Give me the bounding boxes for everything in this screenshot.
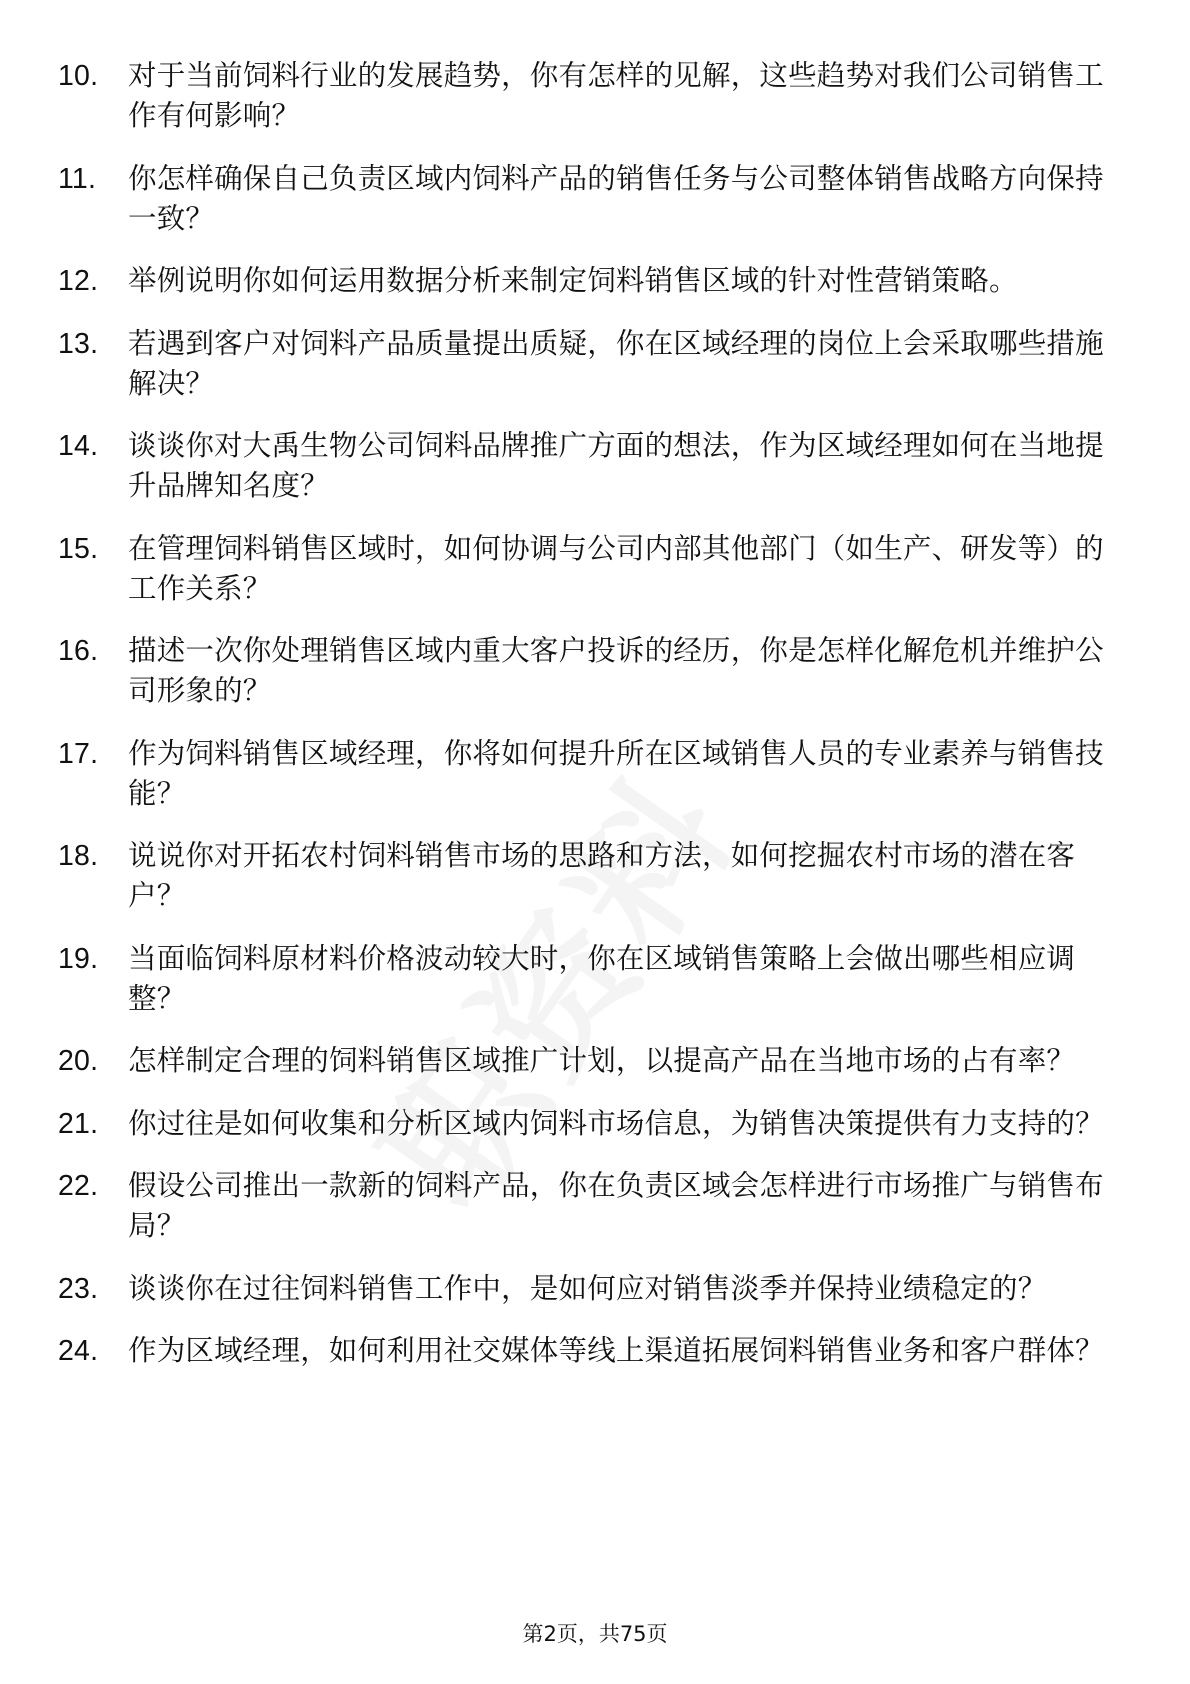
question-number: 13. [58, 327, 99, 360]
question-item [58, 56, 1118, 136]
question-number: 18. [58, 840, 99, 872]
question-text: 谈谈你在过往饲料销售工作中，是如何应对销售淡季并保持业绩稳定的？ [128, 1271, 1047, 1305]
question-list [58, 56, 1118, 1394]
question-item [58, 836, 1118, 916]
question-number: 17. [58, 737, 99, 770]
question-text: 说说你对开拓农村饲料销售市场的思路和方法，如何挖掘农村市场的潜在客户？ [128, 839, 1076, 912]
question-number: 14. [58, 430, 99, 462]
question-number: 19. [58, 942, 99, 975]
question-text: 作为饲料销售区域经理，你将如何提升所在区域销售人员的专业素养与销售技能？ [128, 736, 1104, 810]
question-number: 23. [58, 1272, 99, 1305]
question-text: 描述一次你处理销售区域内重大客户投诉的经历，你是怎样化解危机并维护公司形象的？ [128, 634, 1104, 707]
question-item [58, 159, 1118, 239]
question-item [58, 426, 1118, 506]
question-number: 12. [58, 265, 99, 297]
question-number: 24. [58, 1335, 99, 1367]
question-item [58, 261, 1118, 301]
question-item [58, 1166, 1118, 1246]
question-item [58, 939, 1118, 1019]
question-text: 对于当前饲料行业的发展趋势，你有怎样的见解，这些趋势对我们公司销售工作有何影响？ [128, 59, 1104, 132]
question-number: 10. [58, 60, 99, 92]
question-item [58, 529, 1118, 609]
page-number-label: 第2页，共75页 [522, 1622, 668, 1646]
question-text: 作为区域经理，如何利用社交媒体等线上渠道拓展饲料销售业务和客户群体？ [128, 1334, 1104, 1367]
question-item [58, 734, 1118, 814]
question-number: 22. [58, 1170, 99, 1202]
question-item [58, 1269, 1118, 1309]
question-text: 举例说明你如何运用数据分析来制定饲料销售区域的针对性营销策略。 [128, 264, 1018, 297]
question-number: 11. [58, 162, 97, 195]
question-text: 在管理饲料销售区域时，如何协调与公司内部其他部门（如生产、研发等）的工作关系？ [128, 531, 1104, 605]
question-item [58, 324, 1118, 404]
question-number: 20. [58, 1045, 99, 1077]
question-number: 15. [58, 532, 99, 565]
page-footer [0, 1618, 1190, 1648]
question-text: 若遇到客户对饲料产品质量提出质疑，你在区域经理的岗位上会采取哪些措施解决？ [128, 326, 1104, 400]
question-text: 怎样制定合理的饲料销售区域推广计划，以提高产品在当地市场的占有率？ [128, 1044, 1076, 1077]
question-item [58, 1041, 1118, 1081]
question-text: 谈谈你对大禹生物公司饲料品牌推广方面的想法，作为区域经理如何在当地提升品牌知名度？ [128, 429, 1104, 502]
question-number: 21. [58, 1107, 99, 1140]
question-text: 当面临饲料原材料价格波动较大时，你在区域销售策略上会做出哪些相应调整？ [128, 941, 1076, 1015]
question-text: 你怎样确保自己负责区域内饲料产品的销售任务与公司整体销售战略方向保持一致？ [128, 161, 1104, 235]
question-item [58, 1331, 1118, 1371]
question-text: 假设公司推出一款新的饲料产品，你在负责区域会怎样进行市场推广与销售布局？ [128, 1169, 1104, 1242]
question-number: 16. [58, 635, 99, 667]
question-item [58, 631, 1118, 711]
question-item [58, 1104, 1118, 1144]
question-text: 你过往是如何收集和分析区域内饲料市场信息，为销售决策提供有力支持的？ [128, 1106, 1104, 1140]
